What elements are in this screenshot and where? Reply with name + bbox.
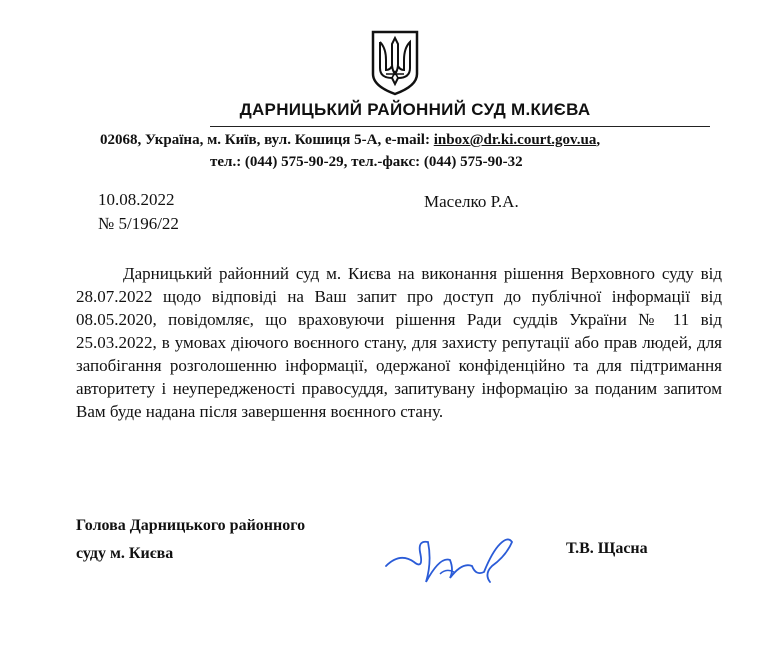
signer-name: Т.В. Щасна (566, 540, 648, 557)
email-link[interactable]: inbox@dr.ki.court.gov.ua (433, 132, 597, 148)
court-name: ДАРНИЦЬКИЙ РАЙОННИЙ СУД М.КИЄВА (239, 100, 591, 119)
handwritten-signature (380, 522, 530, 592)
letter-date: 10.08.2022 (98, 190, 175, 209)
address-text: 02068, Україна, м. Київ, вул. Кошиця 5-А, e-mail: (100, 132, 434, 148)
signatory-title-line1: Голова Дарницького районного (76, 517, 306, 534)
signatory-title-line2: суду м. Києва (76, 545, 174, 562)
trident-emblem-icon (370, 30, 420, 96)
address-suffix: , (596, 132, 601, 148)
court-phones: тел.: (044) 575-90-29, тел.-факс: (044) 575-90-32 (210, 154, 523, 170)
letter-body: Дарницький районний суд м. Києва на виконання рішення Верховного суду від 28.07.2022 щодо відповіді на Ваш запит про доступ до публічної інформації від 08.05.2020, повідомляє, що враховуючи рішення Ради суддів України № 11 від 25.03.2022, в умовах діючого воєнного стану, для захисту репутації або прав людей, для запобігання розголошенню інформації, одержаної конфіденційно та для підтримання авторитету і неупередженості правосуддя, запитувану інформацію за поданим запитом Вам буде надана після завершення воєнного стану. (76, 264, 722, 421)
signatory-title (76, 512, 305, 568)
letter-number: № 5/196/22 (98, 214, 179, 233)
recipient-name: Маселко Р.А. (424, 192, 519, 211)
court-address (100, 132, 600, 149)
header-divider (210, 126, 710, 127)
